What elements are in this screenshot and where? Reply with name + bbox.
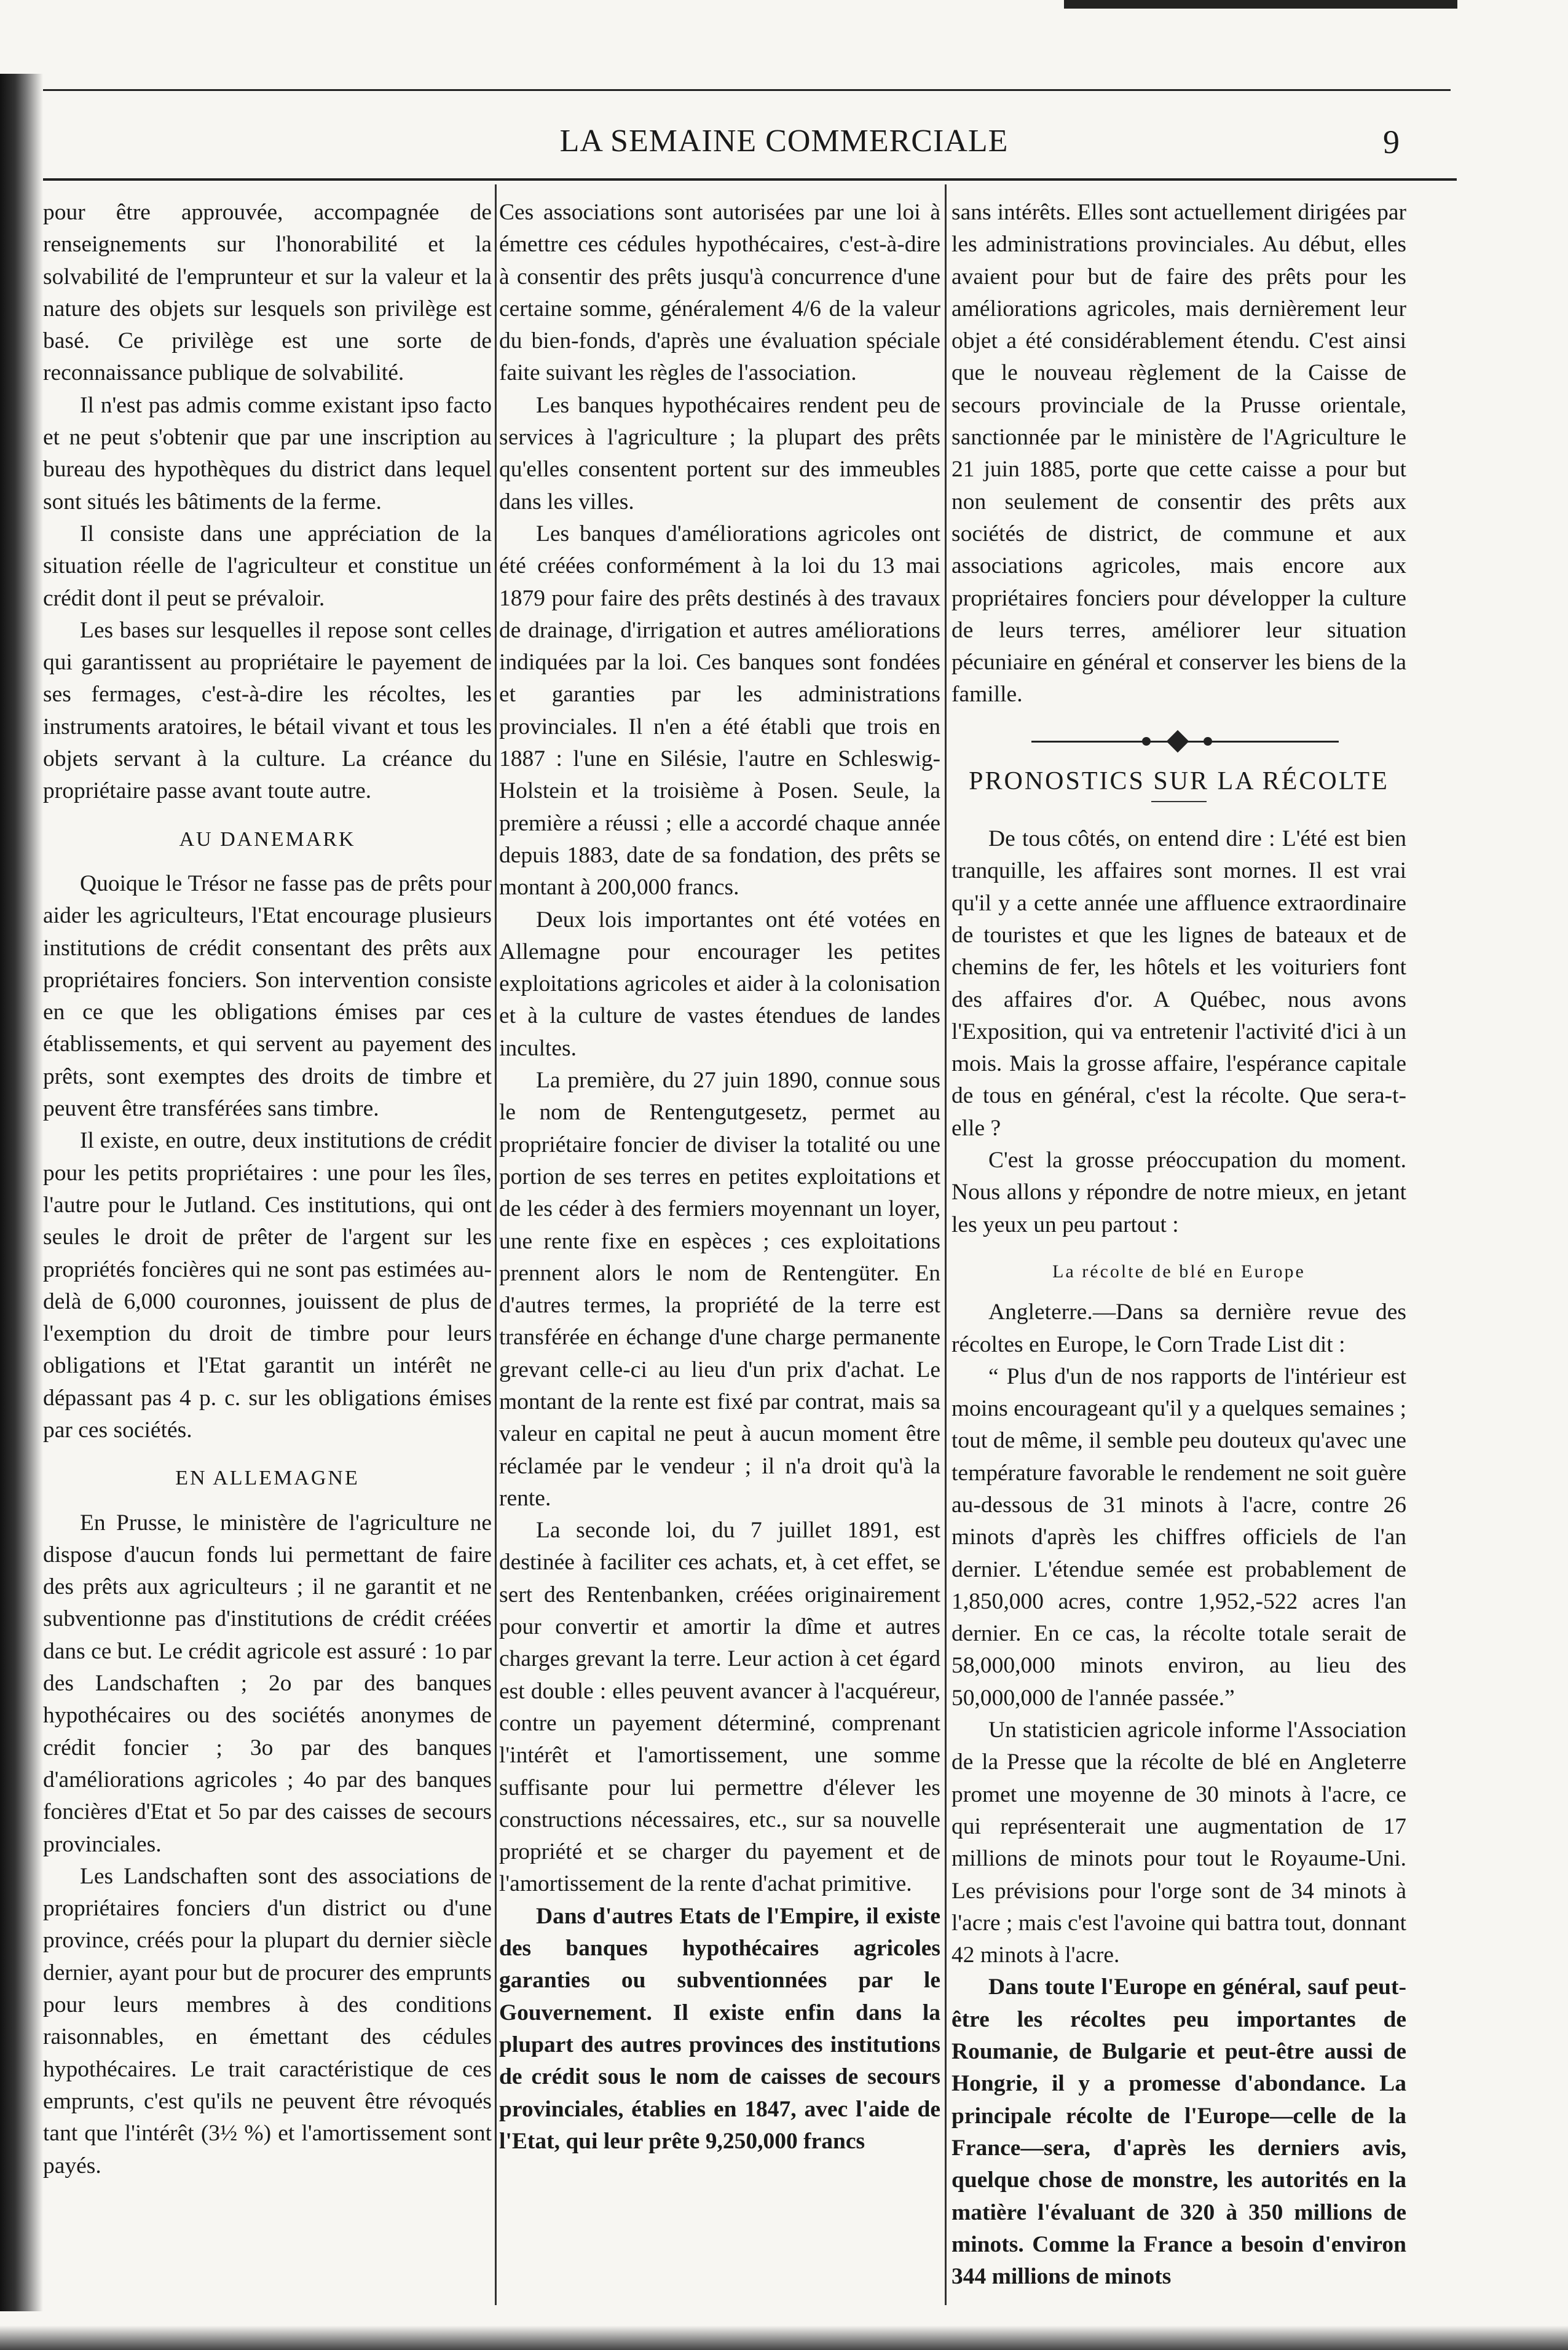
ornament-divider [951, 730, 1406, 754]
column-2 [499, 197, 940, 2311]
paragraph: La première, du 27 juin 1890, connue sous le nom de Rentengutgesetz, permet au propriétaire foncier de diviser la totalité ou une portion de ses terres en petites exploitations et de les céder à des fermiers moyennant un loyer, une rente fixe en espèces ; ces exploitations prennent alors le nom de Rentengüter. En d'autres termes, la propriété de la terre est transférée en échange d'une charge permanente grevant celle-ci au lieu d'un prix d'achat. Le montant de la rente est fixé par contrat, mais sa valeur en capital ne peut à aucun moment être réclamée par le vendeur ; il n'a droit qu'à la rente. [499, 1068, 940, 1511]
paragraph: sans intérêts. Elles sont actuellement dirigées par les administrations provinciales. Au début, elles avaient pour but de faire des prêts pour les améliorations agricoles, mais dernièrement leur objet a été considérablement étendu. C'est ainsi que le nouveau règlement de la Caisse de secours provinciale de la Prusse orientale, sanctionnée par le ministère de l'Agriculture le 21 juin 1885, porte que cette caisse a pour but non seulement de consentir des prêts aux sociétés de district, de commune et aux associations agricoles, mais encore aux propriétaires fonciers pour développer la culture de leurs terres, améliorer leur situation pécuniaire en général et conserver les biens de la famille. [951, 200, 1406, 708]
header-underline [43, 178, 1457, 181]
scan-edge-bottom [0, 2325, 1568, 2350]
paragraph: Il consiste dans une appréciation de la situation réelle de l'agriculteur et constitue un crédit dont il peut se prévaloir. [43, 521, 492, 611]
paragraph: Dans d'autres Etats de l'Empire, il existe des banques hypothécaires agricoles garanties ou subventionnées par le Gouvernement. Il existe enfin dans la plupart des autres provinces des institutions de crédit sous le nom de caisses de secours provinciales, établies en 1847, avec l'aide de l'Etat, qui leur prête 9,250,000 francs [499, 1903, 940, 2154]
short-rule [1151, 801, 1207, 802]
column-divider [495, 184, 497, 2305]
subheading-allemagne: EN ALLEMAGNE [175, 1467, 360, 1490]
paragraph: Il n'est pas admis comme existant ipso facto et ne peut s'obtenir que par une inscription au bureau des hypothèques du district dans lequel sont situés les bâtiments de la ferme. [43, 392, 492, 515]
paragraph: Il existe, en outre, deux institutions de crédit pour les petits propriétaires : une pour les îles, l'autre pour le Jutland. Ces institutions, qui ont seules le droit de prêter de l'argent sur les propriétés foncières qui ne sont pas estimées au-delà de 6,000 couronnes, jouissent de plus de l'exemption du droit de timbre pour leurs obligations et l'Etat garantit un intérêt ne dépassant pas 4 p. c. sur les obligations émises par ces sociétés. [43, 1128, 492, 1443]
paragraph: Deux lois importantes ont été votées en Allemagne pour encourager les petites exploitations agricoles et aider à la colonisation et à la culture de vastes étendues de landes incultes. [499, 907, 940, 1061]
paragraph: Quoique le Trésor ne fasse pas de prêts pour aider les agriculteurs, l'Etat encourage plusieurs institutions de crédit consentant des prêts aux propriétaires fonciers. Son intervention consiste en ce que les obligations émises par ces établissements, et qui servent au payement des prêts, sont exemptes des droits de timbre et peuvent être transférées sans timbre. [43, 870, 492, 1122]
paragraph: “ Plus d'un de nos rapports de l'intérieur est moins encourageant qu'il y a quelques semaines ; tout de même, il semble peu douteux qu'avec une température favorable le rendement ne soit guère au-dessous de 31 minots à l'acre, contre 26 minots d'après les chiffres officiels de l'an dernier. L'étendue semée est probablement de 1,850,000 acres, contre 1,952,-522 acres l'an dernier. En ce cas, la récolte totale serait de 58,000,000 minots environ, au lieu des 50,000,000 de l'année passée.” [951, 1363, 1406, 1711]
paragraph: C'est la grosse préoccupation du moment. Nous allons y répondre de notre mieux, en jetant les yeux un peu partout : [951, 1148, 1406, 1237]
scan-edge-top [1064, 0, 1457, 9]
paragraph: En Prusse, le ministère de l'agriculture ne dispose d'aucun fonds lui permettant de faire des prêts aux agriculteurs ; il ne garantit et ne subventionne pas d'institutions de crédit créées dans ce but. Le crédit agricole est assuré : 1o par des Landschaften ; 2o par des banques hypothécaires ou des sociétés anonymes de crédit foncier ; 3o par des banques d'améliorations agricoles ; 4o par des banques foncières d'Etat et 5o par des caisses de secours provinciales. [43, 1510, 492, 1857]
page-title: LA SEMAINE COMMERCIALE [559, 124, 1009, 159]
paragraph: Les banques hypothécaires rendent peu de services à l'agriculture ; la plupart des prêts qu'elles consentent portent sur des immeubles dans les villes. [499, 392, 940, 515]
paragraph: Un statisticien agricole informe l'Association de la Presse que la récolte de blé en Angleterre promet une moyenne de 30 minots à l'acre, ce qui représenterait une augmentation de 17 millions de minots pour tout le Royaume-Uni. Les prévisions pour l'orge sont de 34 minots à l'acre ; mais c'est l'avoine qui battra tout, donnant 42 minots à l'acre. [951, 1717, 1406, 1968]
paragraph: La seconde loi, du 7 juillet 1891, est destinée à faciliter ces achats, et, à cet effet, se sert des Rentenbanken, créées originairement pour convertir et amortir la dîme et autres charges grevant la terre. Leur action à cet égard est double : elles peuvent avancer à l'acquéreur, contre un payement déterminé, comprenant l'intérêt et l'amortissement, une somme suffisante pour lui permettre d'élever les constructions nécessaires, etc., sur sa nouvelle propriété et se charger du payement et de l'amortissement de la rente d'achat primitive. [499, 1518, 940, 1897]
header-rule [43, 89, 1451, 91]
column-divider [945, 184, 947, 2305]
paragraph: Ces associations sont autorisées par une loi à émettre ces cédules hypothécaires, c'est-à-dire à consentir des prêts jusqu'à concurrence d'une certaine somme, généralement 4/6 de la valeur du bien-fonds, d'après une évaluation spéciale faite suivant les règles de l'association. [499, 200, 940, 386]
scan-edge-left [0, 74, 43, 2311]
column-3 [951, 197, 1406, 2311]
paragraph: Les banques d'améliorations agricoles ont été créées conformément à la loi du 13 mai 1879 pour faire des prêts destinés à des travaux de drainage, d'irrigation et autres améliorations indiquées par la loi. Ces banques sont fondées et garanties par les administrations provinciales. Il n'en a été établi que trois en 1887 : l'une en Silésie, l'autre en Schleswig-Holstein et la troisième à Posen. Seule, la première a réussi ; elle a accordé chaque année depuis 1883, date de sa fondation, des prêts se montant à 200,000 francs. [499, 521, 940, 901]
column-1 [43, 197, 492, 2311]
paragraph: pour être approuvée, accompagnée de renseignements sur l'honorabilité et la solvabilité de l'emprunteur et sur la valeur et la nature des objets sur lesquels son privilège est basé. Ce privilège est une sorte de reconnaissance publique de solvabilité. [43, 200, 492, 386]
paragraph: Dans toute l'Europe en général, sauf peut-être les récoltes peu importantes de Roumanie, de Bulgarie et peut-être aussi de Hongrie, il y a promesse d'abondance. La principale récolte de l'Europe—celle de la France—sera, d'après les derniers avis, quelque chose de monstre, les autorités en la matière l'évaluant de 320 à 350 millions de minots. Comme la France a besoin d'environ 344 millions de minots [951, 1974, 1406, 2290]
subheading-danemark: AU DANEMARK [179, 827, 356, 851]
section-title: PRONOSTICS SUR LA RÉCOLTE [969, 767, 1389, 795]
paragraph: Les Landschaften sont des associations de propriétaires fonciers d'un district ou d'une province, créés pour la plupart du dernier siècle dernier, ayant pour but de procurer des emprunts pour leurs membres à des conditions raisonnables, en émettant des cédules hypothécaires. Le trait caractéristique de ces emprunts, c'est qu'ils ne peuvent être révoqués tant que l'intérêt (3½ %) et l'amortissement sont payés. [43, 1863, 492, 2178]
paragraph: De tous côtés, on entend dire : L'été est bien tranquille, les affaires sont mornes. Il est vrai qu'il y a cette année une affluence extraordinaire de touristes et que les lignes de bateaux et de chemins de fer, les hôtels et les voituriers font des affaires d'or. A Québec, nous avons l'Exposition, qui va entretenir l'activité d'ici à un mois. Mais la grosse affaire, l'espérance capitale de tous en général, c'est la récolte. Que sera-t-elle ? [951, 826, 1406, 1141]
paragraph: Les bases sur lesquelles il repose sont celles qui garantissent au propriétaire le payement de ses fermages, c'est-à-dire les récoltes, les instruments aratoires, le bétail vivant et tous les objets servant à la culture. La créance du propriétaire passe avant toute autre. [43, 617, 492, 804]
subheading-recolte: La récolte de blé en Europe [1052, 1261, 1306, 1282]
paragraph: Angleterre.—Dans sa dernière revue des récoltes en Europe, le Corn Trade List dit : [951, 1299, 1406, 1357]
page-number: 9 [1383, 124, 1400, 160]
